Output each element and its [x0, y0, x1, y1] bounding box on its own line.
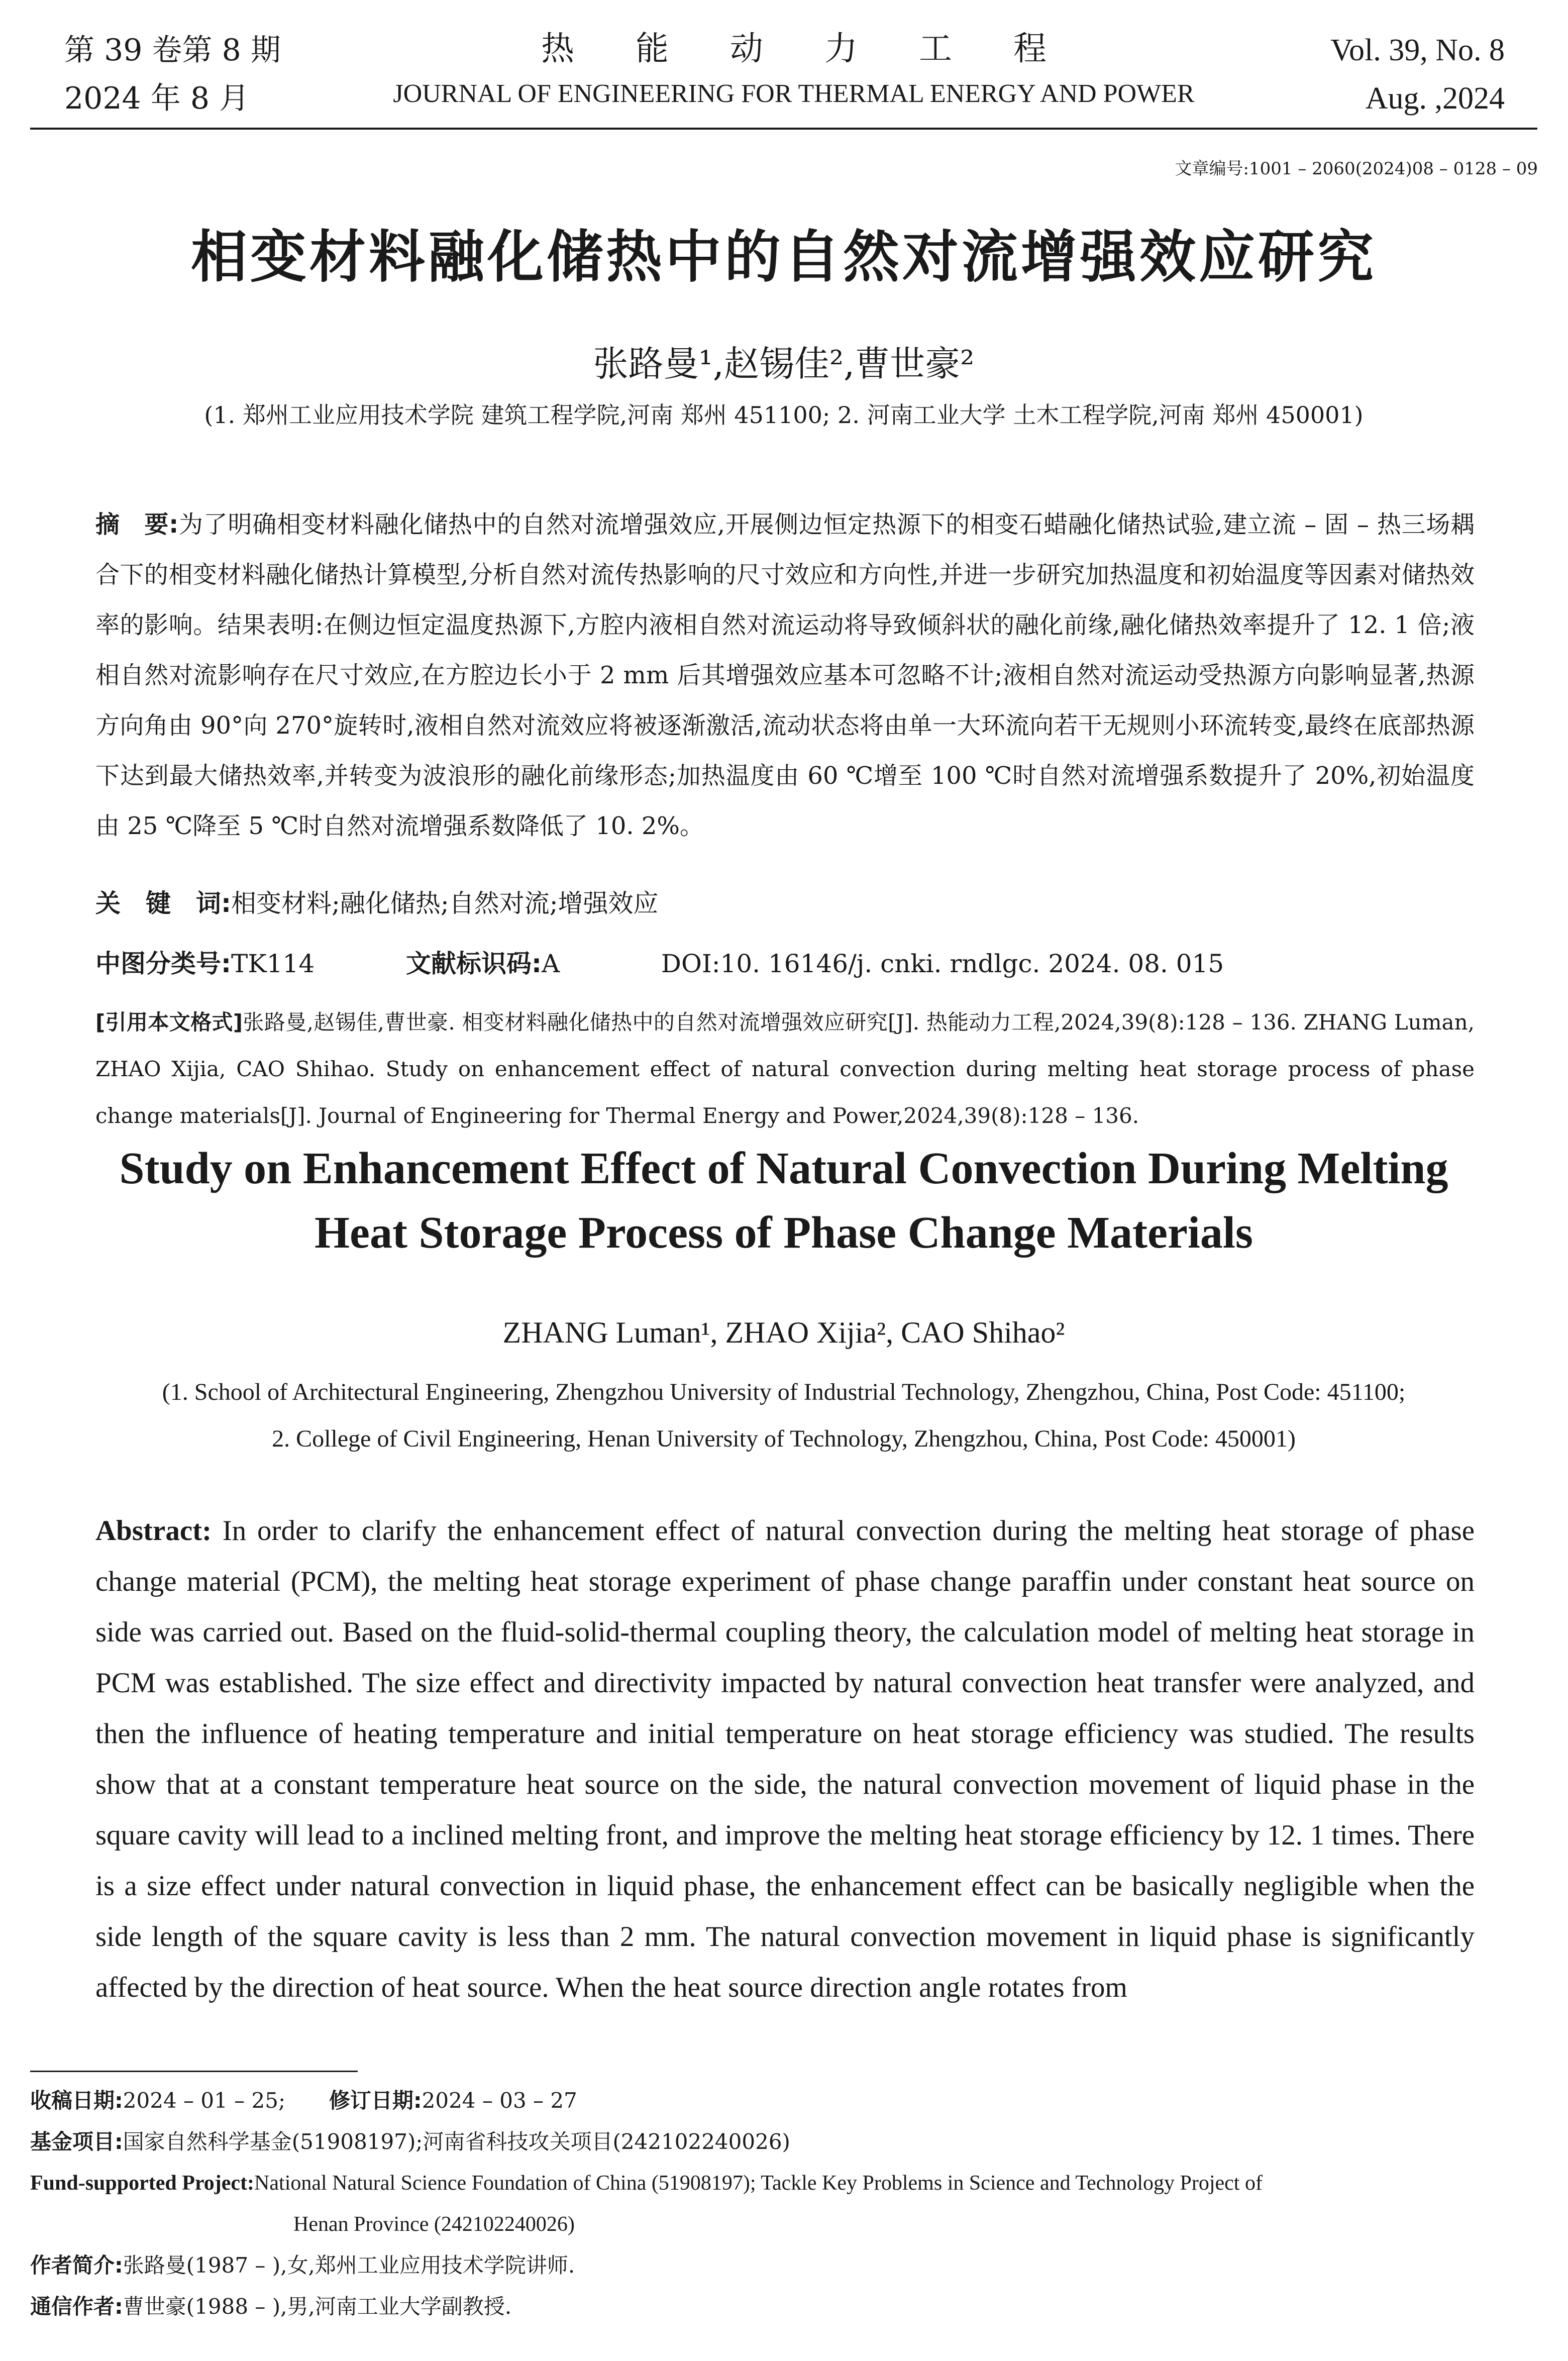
author-bio-label: 作者简介: [30, 2253, 123, 2278]
doc-code-value: A [541, 949, 560, 978]
authors-cn: 张路曼¹,赵锡佳²,曹世豪² [593, 343, 975, 384]
footnote-author [30, 2245, 1482, 2286]
citation-label: [引用本文格式] [95, 1010, 243, 1035]
keywords-cn [95, 878, 1475, 929]
title-en-line2: Heat Storage Process of Phase Change Materials [315, 1208, 1253, 1258]
title-en [75, 1137, 1492, 1265]
classification-row [95, 939, 1475, 989]
doc-code-label: 文献标识码: [405, 949, 542, 978]
issue-volume-en: Vol. 39, No. 8 [1330, 33, 1505, 67]
issue-date-en: Aug. ,2024 [1365, 81, 1505, 116]
affiliation-en-line1: (1. School of Architectural Engineering, Zhengzhou University of Industrial Technology, Zhengzhou, China, Post Code: 451100; [162, 1379, 1406, 1405]
affiliation-en-line2: 2. College of Civil Engineering, Henan University of Technology, Zhengzhou, China, Post Code: 450001) [272, 1425, 1296, 1452]
clc-value: TK114 [231, 949, 315, 978]
footnote-fund [30, 2121, 1482, 2163]
affiliation-en [30, 1369, 1537, 1462]
authors-en: ZHANG Luman¹, ZHAO Xijia², CAO Shihao² [502, 1316, 1065, 1349]
fund-label: 基金项目: [30, 2129, 123, 2154]
affiliation-cn: (1. 郑州工业应用技术学院 建筑工程学院,河南 郑州 451100; 2. 河南工业大学 土木工程学院,河南 郑州 450001) [204, 401, 1364, 429]
fund-value: 国家自然科学基金(51908197);河南省科技攻关项目(242102240026) [123, 2129, 790, 2154]
issue-date: 2024 年 8 月 [64, 81, 250, 116]
received-date: 2024 – 01 – 25; [123, 2088, 286, 2113]
article-number: 文章编号:1001 – 2060(2024)08 – 0128 – 09 [1175, 159, 1538, 179]
issue-info [64, 26, 305, 123]
keywords-cn-text: 相变材料;融化储热;自然对流;增强效应 [231, 889, 659, 918]
fund-en-label: Fund-supported Project: [30, 2172, 255, 2195]
journal-name-en: JOURNAL OF ENGINEERING FOR THERMAL ENERGY AND POWER [393, 79, 1195, 108]
abstract-cn [95, 499, 1475, 851]
footnote-fund-en-cont: Henan Province (242102240026) [293, 2213, 575, 2236]
title-cn: 相变材料融化储热中的自然对流增强效应研究 [191, 225, 1377, 290]
author-bio-value: 张路曼(1987 – ),女,郑州工业应用技术学院讲师. [123, 2253, 575, 2278]
title-en-line1: Study on Enhancement Effect of Natural Convection During Melting [119, 1144, 1448, 1193]
issue-info-en [1243, 26, 1505, 123]
journal-name [382, 26, 1206, 117]
revised-date: 2024 – 03 – 27 [422, 2088, 577, 2113]
footnote-dates [30, 2080, 1482, 2121]
abstract-en-text: In order to clarify the enhancement effect of natural convection during the melting heat storage of phase change material (PCM), the melting heat storage experiment of phase change paraffin under constant heat source on side was carried out. Based on the fluid-solid-thermal coupling theory, the calculation model of melting heat storage in PCM was established. The size effect and directivity impacted by natural convection heat transfer were analyzed, and then the influence of heating temperature and initial temperature on heat storage efficiency was studied. The results show that at a constant temperature heat source on the side, the natural convection movement of liquid phase in the square cavity will lead to a inclined melting front, and improve the melting heat storage efficiency by 12. 1 times. There is a size effect under natural convection in liquid phase, the enhancement effect can be basically negligible when the side length of the square cavity is less than 2 mm. The natural convection movement in liquid phase is significantly affected by the direction of heat source. When the heat source direction angle rotates from [95, 1515, 1475, 2003]
footnote-corresponding [30, 2286, 1482, 2327]
abstract-cn-label: 摘 要: [95, 510, 179, 539]
citation [95, 999, 1475, 1139]
abstract-en [95, 1505, 1475, 2013]
received-label: 收稿日期: [30, 2088, 123, 2113]
journal-name-cn: 热能动力工程 [541, 29, 1108, 68]
footnote-fund-en [30, 2163, 1482, 2204]
corresponding-value: 曹世豪(1988 – ),男,河南工业大学副教授. [123, 2294, 512, 2319]
fund-en-line1: National Natural Science Foundation of China (51908197); Tackle Key Problems in Science and Technology Project of [254, 2172, 1263, 2195]
clc-label: 中图分类号: [95, 949, 231, 978]
abstract-cn-text: 为了明确相变材料融化储热中的自然对流增强效应,开展侧边恒定热源下的相变石蜡融化储热试验,建立流 – 固 – 热三场耦合下的相变材料融化储热计算模型,分析自然对流传热影响的尺寸效应和方向性,并进一步研究加热温度和初始温度等因素对储热效率的影响。结果表明:在侧边恒定温度热源下,方腔内液相自然对流运动将导致倾斜状的融化前缘,融化储热效率提升了 12. 1 倍;液相自然对流影响存在尺寸效应,在方腔边长小于 2 mm 后其增强效应基本可忽略不计;液相自然对流运动受热源方向影响显著,热源方向角由 90°向 270°旋转时,液相自然对流效应将被逐渐激活,流动状态将由单一大环流向若干无规则小环流转变,最终在底部热源下达到最大储热效率,并转变为波浪形的融化前缘形态;加热温度由 60 ℃增至 100 ℃时自然对流增强系数提升了 20%,初始温度由 25 ℃降至 5 ℃时自然对流增强系数降低了 10. 2%。 [95, 510, 1475, 840]
keywords-cn-label: 关 键 词: [95, 889, 231, 918]
issue-volume: 第 39 卷第 8 期 [64, 33, 281, 68]
citation-text: 张路曼,赵锡佳,曹世豪. 相变材料融化储热中的自然对流增强效应研究[J]. 热能动力工程,2024,39(8):128 – 136. ZHANG Luman, ZHAO Xijia, CAO Shihao. Study on enhancement effect of natural convection during melting heat storage process of phase change materials[J]. Journal of Engineering for Thermal Energy and Power,2024,39(8):128 – 136. [95, 1010, 1475, 1128]
doi: DOI:10. 16146/j. cnki. rndlgc. 2024. 08. 015 [661, 949, 1224, 978]
corresponding-label: 通信作者: [30, 2294, 123, 2319]
footnotes [30, 2080, 1482, 2327]
header-divider [30, 128, 1537, 130]
revised-label: 修订日期: [329, 2088, 422, 2113]
footnote-divider [30, 2071, 358, 2072]
abstract-en-label: Abstract: [95, 1515, 212, 1547]
